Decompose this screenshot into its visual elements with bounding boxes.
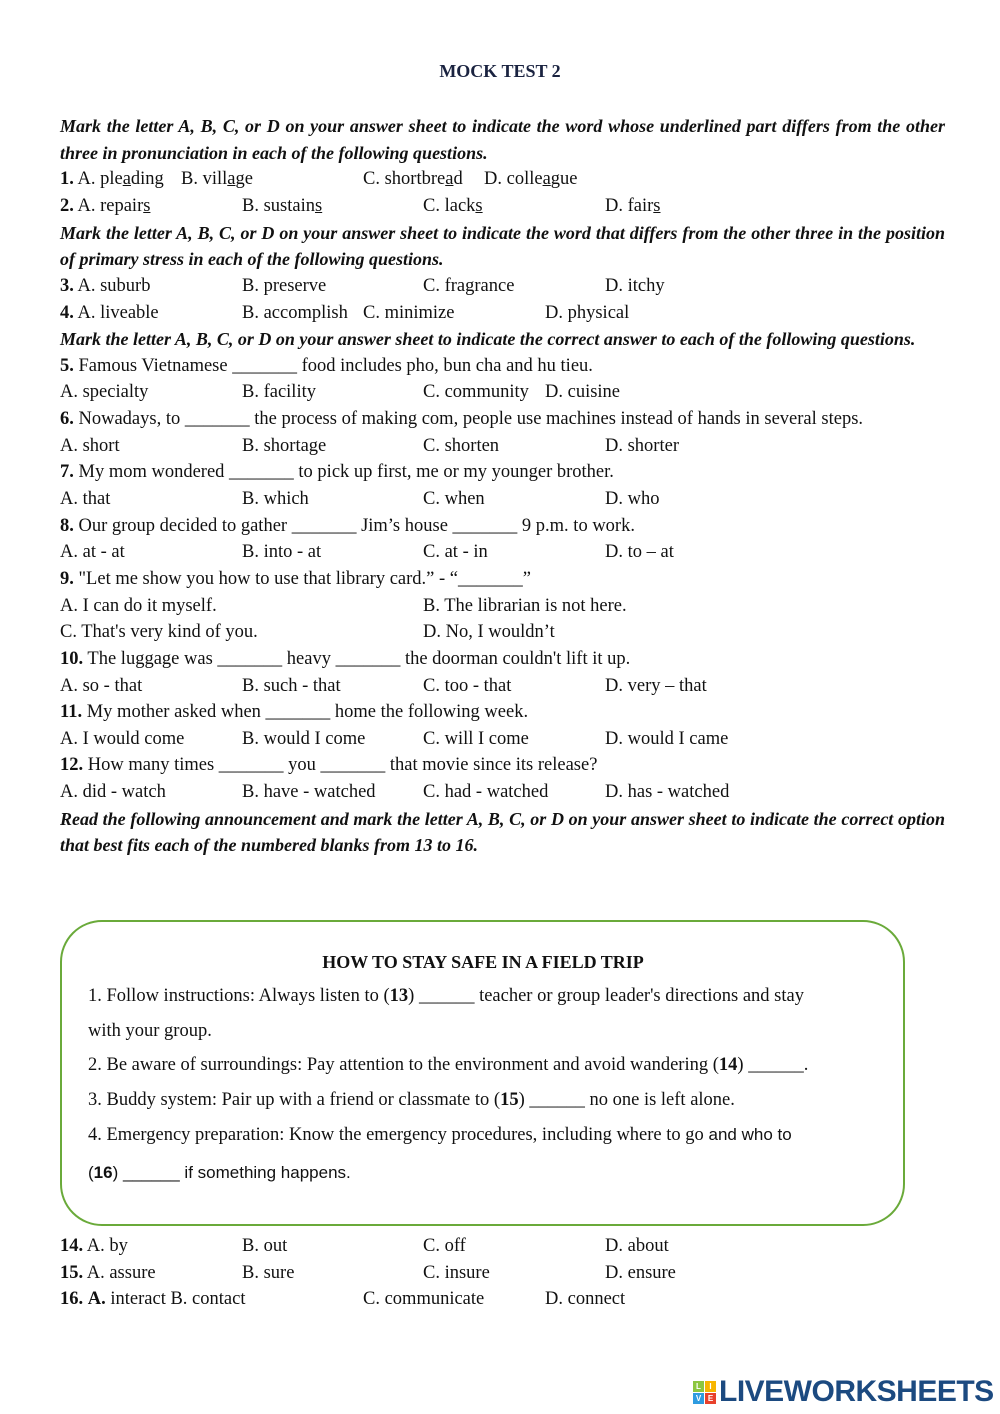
question-5-stem: 5. Famous Vietnamese _______ food includes pho, bun cha and hu tieu. bbox=[60, 355, 593, 376]
question-12-stem: 12. How many times _______ you _______ that movie since its release? bbox=[60, 755, 598, 776]
instruction-correct-answer: Mark the letter A, B, C, or D on your answer sheet to indicate the correct answer to each of the following questions. bbox=[60, 329, 916, 350]
instruction-pronunciation: Mark the letter A, B, C, or D on your answer sheet to indicate the word whose underlined part differs from the other three in pronunciation in each of the following questions. bbox=[60, 116, 945, 163]
question-10-stem: 10. The luggage was _______ heavy _______ the doorman couldn't lift it up. bbox=[60, 648, 631, 669]
logo-text: LIVEWORKSHEETS bbox=[719, 1375, 994, 1408]
question-11-options: A. I would come B. would I come C. will I come D. would I came bbox=[60, 728, 729, 749]
questions-part-2 bbox=[60, 1233, 945, 1313]
announcement-line-1b: with your group. bbox=[88, 1021, 212, 1041]
announcement-title: HOW TO STAY SAFE IN A FIELD TRIP bbox=[322, 952, 644, 972]
question-9-options-ab: A. I can do it myself. B. The librarian is not here. bbox=[60, 595, 627, 616]
q2-option-a: 2. A. repairs bbox=[60, 195, 151, 216]
question-7-stem: 7. My mom wondered _______ to pick up first, me or my younger brother. bbox=[60, 462, 614, 483]
question-4: 4. A. liveable B. accomplish C. minimize D. physical bbox=[60, 302, 630, 323]
q2-option-c: C. lacks bbox=[423, 195, 483, 216]
instruction-reading: Read the following announcement and mark the letter A, B, C, or D on your answer sheet to indicate the correct option that best fits each of the numbered blanks from 13 to 16. bbox=[60, 808, 945, 856]
question-9-stem: 9. "Let me show you how to use that library card.” - “_______” bbox=[60, 568, 531, 589]
q1-option-b: B. village bbox=[181, 169, 253, 190]
logo-tiles-icon: L I V E bbox=[693, 1381, 716, 1404]
question-3: 3. A. suburb B. preserve C. fragrance D. itchy bbox=[60, 275, 665, 296]
page-title: MOCK TEST 2 bbox=[439, 61, 561, 81]
question-8-stem: 8. Our group decided to gather _______ Jim’s house _______ 9 p.m. to work. bbox=[60, 515, 635, 536]
question-14: 14. A. by B. out C. off D. about bbox=[60, 1236, 669, 1256]
question-6-stem: 6. Nowadays, to _______ the process of making com, people use machines instead of hands in several steps. bbox=[60, 409, 864, 430]
q1-option-a: 1. A. pleading bbox=[60, 169, 164, 190]
liveworksheets-logo bbox=[693, 1375, 994, 1409]
q2-option-b: B. sustains bbox=[242, 195, 323, 216]
question-7-options: A. that B. which C. when D. who bbox=[60, 489, 660, 510]
questions-part-1 bbox=[60, 113, 945, 859]
announcement-line-2: 2. Be aware of surroundings: Pay attention to the environment and avoid wandering (14) ______. bbox=[88, 1055, 809, 1075]
announcement-line-1: 1. Follow instructions: Always listen to (13) ______ teacher or group leader's directions and stay bbox=[88, 986, 804, 1006]
question-12-options: A. did - watch B. have - watched C. had - watched D. has - watched bbox=[60, 782, 730, 803]
question-15: 15. A. assure B. sure C. insure D. ensure bbox=[60, 1262, 676, 1283]
q1-option-c: C. shortbread bbox=[363, 169, 463, 190]
announcement-line-5: (16) ______ if something happens. bbox=[88, 1163, 351, 1182]
question-9-options-cd: C. That's very kind of you. D. No, I wouldn’t bbox=[60, 622, 555, 643]
question-11-stem: 11. My mother asked when _______ home the following week. bbox=[60, 702, 529, 723]
question-5-options: A. specialty B. facility C. community D. cuisine bbox=[60, 382, 621, 403]
question-16: 16. A. interact B. contact C. communicate D. connect bbox=[60, 1289, 626, 1310]
question-10-options: A. so - that B. such - that C. too - that D. very – that bbox=[60, 675, 707, 696]
q1-option-d: D. colleague bbox=[484, 169, 578, 190]
announcement-line-3: 3. Buddy system: Pair up with a friend or classmate to (15) ______ no one is left alone. bbox=[88, 1090, 735, 1110]
question-1 bbox=[60, 166, 945, 193]
question-2 bbox=[60, 193, 945, 220]
question-6-options: A. short B. shortage C. shorten D. shorter bbox=[60, 435, 679, 456]
announcement-line-4: 4. Emergency preparation: Know the emergency procedures, including where to go and who to bbox=[88, 1125, 792, 1145]
question-8-options: A. at - at B. into - at C. at - in D. to – at bbox=[60, 542, 674, 563]
instruction-stress: Mark the letter A, B, C, or D on your answer sheet to indicate the word that differs from the other three in the position of primary stress in each of the following questions. bbox=[60, 222, 945, 270]
q2-option-d: D. fairs bbox=[605, 195, 661, 216]
